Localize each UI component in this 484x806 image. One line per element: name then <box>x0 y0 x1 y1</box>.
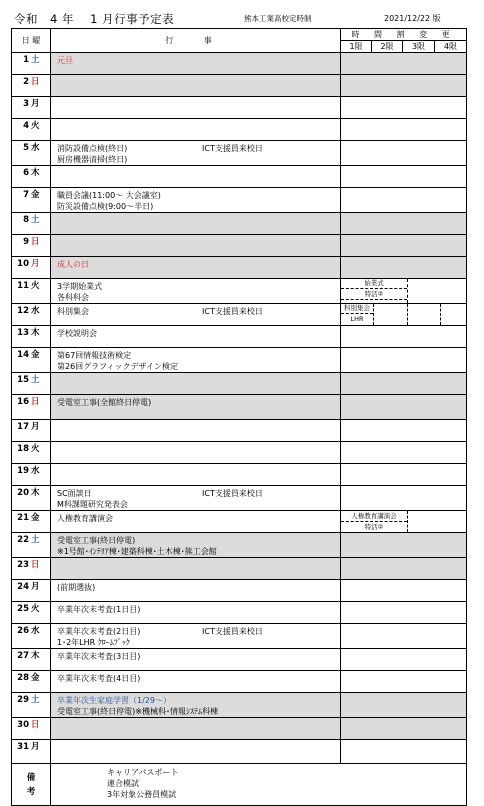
date-cell <box>12 464 51 486</box>
period-change-cell <box>341 166 467 188</box>
remarks-label: 備 考 <box>12 764 51 806</box>
event-text: 第26回グラフィックデザイン検定 <box>57 362 178 371</box>
schedule-row <box>12 326 467 348</box>
period-change-cell <box>341 464 467 486</box>
day-of-week: 木 <box>31 488 40 498</box>
period-divider <box>407 511 408 532</box>
event-text: 元旦 <box>57 56 73 65</box>
school-name: 熊本工業高校定時制 <box>244 14 312 23</box>
schedule-row <box>12 213 467 235</box>
event-text: 学校説明会 <box>57 329 97 338</box>
period-change-cell <box>341 649 467 671</box>
event-text: 成人の日 <box>57 260 89 269</box>
date-cell <box>12 257 51 279</box>
day-of-week: 木 <box>31 328 40 338</box>
day-number: 13 <box>17 328 29 338</box>
day-of-week: 日 <box>31 77 40 87</box>
schedule-row <box>12 740 467 764</box>
day-of-week: 火 <box>31 604 40 614</box>
day-of-week: 土 <box>31 55 40 65</box>
period-change-cell <box>341 740 467 764</box>
day-of-week: 水 <box>31 306 40 316</box>
period-change-cell <box>341 188 467 213</box>
date-cell <box>12 75 51 97</box>
period-divider <box>373 304 374 325</box>
period-change-cell <box>341 348 467 373</box>
header-period-2: 2限 <box>372 41 403 53</box>
event-text: 各科科会 <box>57 293 89 302</box>
event-text: 第67回情報技術検定 <box>57 351 132 360</box>
events-cell <box>51 141 341 166</box>
events-cell <box>51 718 341 740</box>
day-number: 31 <box>17 742 29 752</box>
events-cell <box>51 464 341 486</box>
header-period-4: 4限 <box>435 41 467 53</box>
events-cell <box>51 119 341 141</box>
period-change-cell <box>341 580 467 602</box>
events-cell <box>51 235 341 257</box>
date-cell <box>12 533 51 558</box>
events-cell <box>51 693 341 718</box>
period-change-cell <box>341 693 467 718</box>
header-events: 行 事 <box>51 29 341 53</box>
event-text: 人権教育講演会 <box>57 514 113 523</box>
day-number: 5 <box>23 143 29 153</box>
day-number: 10 <box>17 259 29 269</box>
schedule-row <box>12 166 467 188</box>
period-change-cell <box>341 213 467 235</box>
day-of-week: 月 <box>31 582 40 592</box>
events-cell <box>51 97 341 119</box>
day-number: 25 <box>17 604 29 614</box>
event-text: SC面談日 <box>57 489 92 498</box>
day-number: 27 <box>17 651 29 661</box>
day-number: 12 <box>17 306 29 316</box>
events-cell <box>51 442 341 464</box>
schedule-row <box>12 533 467 558</box>
event-text: 受電室工事(終日停電) <box>57 536 136 545</box>
day-of-week: 金 <box>31 350 40 360</box>
schedule-row <box>12 395 467 420</box>
event-text: 受電室工事(全館終日停電) <box>57 398 152 407</box>
event-text: 3学期始業式 <box>57 282 103 291</box>
period-change-cell <box>341 602 467 624</box>
period-divider <box>407 279 408 303</box>
day-of-week: 月 <box>31 259 40 269</box>
event-note: ICT支援員来校日 <box>202 307 263 316</box>
day-of-week: 金 <box>31 513 40 523</box>
event-text: 防災設備点検(9:00～半日) <box>57 202 154 211</box>
date-cell <box>12 602 51 624</box>
date-cell <box>12 740 51 764</box>
date-cell <box>12 235 51 257</box>
events-cell <box>51 624 341 649</box>
schedule-row <box>12 304 467 326</box>
schedule-row <box>12 464 467 486</box>
events-cell <box>51 257 341 279</box>
schedule-row <box>12 693 467 718</box>
day-number: 3 <box>23 99 29 109</box>
date-cell <box>12 53 51 75</box>
schedule-row <box>12 558 467 580</box>
events-cell <box>51 53 341 75</box>
event-note: ICT支援員来校日 <box>202 627 263 636</box>
date-cell <box>12 348 51 373</box>
events-cell <box>51 649 341 671</box>
day-number: 20 <box>17 488 29 498</box>
date-cell <box>12 420 51 442</box>
period-change-note: 特活② <box>341 290 407 300</box>
date-cell <box>12 395 51 420</box>
schedule-row <box>12 420 467 442</box>
date-cell <box>12 188 51 213</box>
event-text: 卒業年次末考査(2日目) <box>57 627 141 636</box>
period-change-cell <box>341 671 467 693</box>
remarks-line: 連合模試 <box>107 779 139 788</box>
schedule-table <box>11 28 467 806</box>
day-of-week: 月 <box>31 422 40 432</box>
day-number: 22 <box>17 535 29 545</box>
date-cell <box>12 511 51 533</box>
day-number: 2 <box>23 77 29 87</box>
period-change-note: 始業式 <box>341 279 407 289</box>
events-cell <box>51 75 341 97</box>
events-cell <box>51 533 341 558</box>
day-of-week: 木 <box>31 168 40 178</box>
date-cell <box>12 97 51 119</box>
day-of-week: 日 <box>31 397 40 407</box>
day-number: 1 <box>23 55 29 65</box>
period-change-cell <box>341 442 467 464</box>
document-title: 令和 4 年 1 月行事予定表 <box>14 12 175 26</box>
day-of-week: 火 <box>31 281 40 291</box>
event-note: ICT支援員来校日 <box>202 144 263 153</box>
schedule-row <box>12 649 467 671</box>
event-text: M科課題研究発表会 <box>57 500 128 509</box>
period-change-cell <box>341 326 467 348</box>
period-divider <box>407 304 408 325</box>
day-number: 8 <box>23 215 29 225</box>
date-cell <box>12 649 51 671</box>
date-cell <box>12 213 51 235</box>
events-cell <box>51 420 341 442</box>
remarks-row <box>12 764 467 806</box>
day-of-week: 水 <box>31 143 40 153</box>
day-number: 14 <box>17 350 29 360</box>
schedule-row <box>12 602 467 624</box>
schedule-row <box>12 97 467 119</box>
day-number: 4 <box>23 121 29 131</box>
day-of-week: 火 <box>31 121 40 131</box>
day-number: 16 <box>17 397 29 407</box>
period-change-cell <box>341 718 467 740</box>
schedule-row <box>12 53 467 75</box>
document-header <box>0 0 484 28</box>
date-cell <box>12 166 51 188</box>
date-cell <box>12 442 51 464</box>
day-of-week: 日 <box>31 560 40 570</box>
event-text: 卒業年次末考査(1日目) <box>57 605 141 614</box>
date-cell <box>12 373 51 395</box>
day-of-week: 日 <box>31 720 40 730</box>
schedule-row <box>12 188 467 213</box>
day-number: 26 <box>17 626 29 636</box>
header-period-3: 3限 <box>403 41 435 53</box>
date-cell <box>12 558 51 580</box>
schedule-row <box>12 671 467 693</box>
events-cell <box>51 602 341 624</box>
schedule-row <box>12 624 467 649</box>
events-cell <box>51 558 341 580</box>
period-change-cell <box>341 304 467 326</box>
day-of-week: 木 <box>31 651 40 661</box>
date-cell <box>12 624 51 649</box>
event-text: 科別集会 <box>57 307 89 316</box>
date-cell <box>12 718 51 740</box>
events-cell <box>51 373 341 395</box>
header-date-dow: 日 曜 <box>12 29 51 53</box>
day-number: 21 <box>17 513 29 523</box>
schedule-row <box>12 257 467 279</box>
schedule-row <box>12 235 467 257</box>
period-change-cell <box>341 533 467 558</box>
date-cell <box>12 671 51 693</box>
events-cell <box>51 188 341 213</box>
day-number: 18 <box>17 444 29 454</box>
day-number: 24 <box>17 582 29 592</box>
day-number: 11 <box>17 281 29 291</box>
events-cell <box>51 740 341 764</box>
event-text: 卒業年次末考査(3日目) <box>57 652 141 661</box>
day-number: 6 <box>23 168 29 178</box>
events-cell <box>51 213 341 235</box>
event-text: (前期選抜) <box>57 583 96 592</box>
period-change-note: LHR <box>350 315 364 323</box>
period-change-cell <box>341 511 467 533</box>
event-note: ICT支援員来校日 <box>202 489 263 498</box>
date-cell <box>12 304 51 326</box>
event-text: 職員会議(11:00～ 大会議室) <box>57 191 161 200</box>
schedule-row <box>12 486 467 511</box>
header-period-1: 1限 <box>341 41 372 53</box>
day-of-week: 土 <box>31 215 40 225</box>
day-number: 17 <box>17 422 29 432</box>
schedule-row <box>12 75 467 97</box>
remarks-text <box>51 764 467 806</box>
event-text: 厨房機器清掃(終日) <box>57 155 128 164</box>
version-date: 2021/12/22 版 <box>384 14 441 23</box>
day-of-week: 日 <box>31 237 40 247</box>
schedule-row <box>12 511 467 533</box>
date-cell <box>12 580 51 602</box>
events-cell <box>51 348 341 373</box>
day-number: 30 <box>17 720 29 730</box>
period-change-cell <box>341 558 467 580</box>
header-period-change: 時 間 割 変 更 <box>341 29 467 41</box>
period-change-cell <box>341 53 467 75</box>
events-cell <box>51 279 341 304</box>
day-number: 15 <box>17 375 29 385</box>
schedule-row <box>12 580 467 602</box>
day-number: 7 <box>23 190 29 200</box>
day-of-week: 土 <box>31 375 40 385</box>
day-number: 19 <box>17 466 29 476</box>
day-of-week: 金 <box>31 673 40 683</box>
period-change-cell <box>341 420 467 442</box>
date-cell <box>12 326 51 348</box>
events-cell <box>51 304 341 326</box>
period-change-cell <box>341 119 467 141</box>
period-change-cell <box>341 624 467 649</box>
events-cell <box>51 486 341 511</box>
period-change-cell <box>341 235 467 257</box>
events-cell <box>51 671 341 693</box>
period-change-cell <box>341 97 467 119</box>
day-of-week: 月 <box>31 99 40 109</box>
day-of-week: 水 <box>31 626 40 636</box>
events-cell <box>51 395 341 420</box>
period-change-cell <box>341 373 467 395</box>
remarks-line: 3年対象公務員模試 <box>107 790 177 799</box>
period-change-note: 特活② <box>364 523 384 531</box>
date-cell <box>12 693 51 718</box>
event-text: ※1号館･ｲﾝﾃﾘｱ棟･建築科棟･土木棟･熊工会館 <box>57 547 217 556</box>
day-of-week: 土 <box>31 535 40 545</box>
period-change-cell <box>341 257 467 279</box>
day-number: 23 <box>17 560 29 570</box>
day-number: 28 <box>17 673 29 683</box>
event-text: 1･2年LHR ｸﾛｰﾑﾌﾞｯｸ <box>57 638 130 647</box>
day-of-week: 月 <box>31 742 40 752</box>
events-cell <box>51 326 341 348</box>
day-of-week: 土 <box>31 695 40 705</box>
remarks-line: キャリアパスポート <box>107 768 179 777</box>
day-of-week: 水 <box>31 466 40 476</box>
period-change-note: 人権教育講演会 <box>341 512 407 522</box>
schedule-row <box>12 279 467 304</box>
event-text: 卒業年次生家庭学習（1/29～） <box>57 696 171 705</box>
period-change-cell <box>341 395 467 420</box>
schedule-row <box>12 348 467 373</box>
events-cell <box>51 166 341 188</box>
date-cell <box>12 279 51 304</box>
schedule-row <box>12 718 467 740</box>
schedule-row <box>12 373 467 395</box>
period-change-cell <box>341 75 467 97</box>
day-of-week: 金 <box>31 190 40 200</box>
schedule-row <box>12 141 467 166</box>
day-number: 29 <box>17 695 29 705</box>
schedule-row <box>12 119 467 141</box>
date-cell <box>12 486 51 511</box>
period-change-note: 科別集会 <box>341 304 373 314</box>
period-change-cell <box>341 486 467 511</box>
period-change-cell <box>341 279 467 304</box>
period-change-cell <box>341 141 467 166</box>
period-divider <box>440 304 441 325</box>
events-cell <box>51 511 341 533</box>
events-cell <box>51 580 341 602</box>
date-cell <box>12 141 51 166</box>
event-text: 消防設備点検(終日) <box>57 144 128 153</box>
event-text: 卒業年次末考査(4日目) <box>57 674 141 683</box>
day-of-week: 火 <box>31 444 40 454</box>
schedule-row <box>12 442 467 464</box>
date-cell <box>12 119 51 141</box>
day-number: 9 <box>23 237 29 247</box>
event-text: 受電室工事(終日停電)※機械科･情報ｼｽﾃﾑ科棟 <box>57 707 218 716</box>
